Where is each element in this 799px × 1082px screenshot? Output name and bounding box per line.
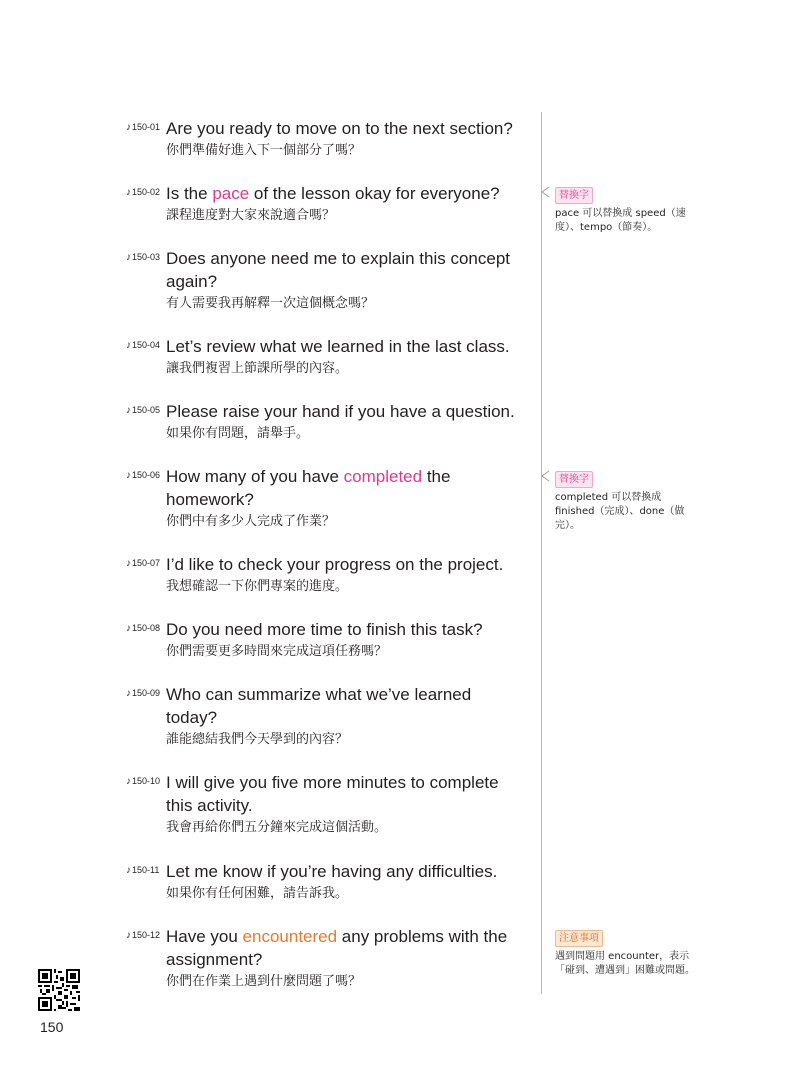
audio-track-number[interactable]: ♪150-02 (126, 187, 161, 198)
music-note-icon: ♪ (126, 122, 131, 133)
music-note-icon: ♪ (126, 776, 131, 787)
chinese-translation: 你們在作業上遇到什麼問題了嗎？ (166, 974, 362, 989)
phrase-entry-150-05 (126, 400, 531, 443)
sidenote-substitute-pace (555, 185, 715, 235)
substitute-badge: 替換字 (555, 471, 593, 488)
audio-track-number[interactable]: ♪150-10 (126, 776, 161, 787)
music-note-icon: ♪ (126, 470, 131, 481)
audio-track-number[interactable]: ♪150-06 (126, 470, 161, 481)
audio-track-number[interactable]: ♪150-05 (126, 405, 161, 416)
sidenote-text: pace 可以替換成 speed（速 度）、tempo（節奏）。 (555, 208, 686, 233)
english-sentence: ♪150-04 Let’s review what we learned in the last class. (126, 337, 510, 356)
page-number: 150 (40, 1019, 64, 1035)
phrase-entry-150-10 (126, 771, 531, 837)
audio-track-number[interactable]: ♪150-09 (126, 688, 161, 699)
chinese-translation: 你們中有多少人完成了作業？ (166, 514, 336, 529)
phrase-entry-150-08 (126, 618, 531, 661)
note-badge: 注意事項 (555, 930, 603, 947)
phrase-entry-150-06 (126, 465, 531, 531)
phrase-entry-150-01 (126, 117, 531, 160)
music-note-icon: ♪ (126, 187, 131, 198)
chinese-translation: 有人需要我再解釋一次這個概念嗎？ (166, 296, 375, 311)
chinese-translation: 你們需要更多時間來完成這項任務嗎？ (166, 644, 388, 659)
chinese-translation: 你們準備好進入下一個部分了嗎？ (166, 143, 362, 158)
english-sentence: ♪150-10 I will give you five more minutes to complete this activity. (126, 773, 499, 815)
highlighted-word: pace (212, 184, 250, 203)
chinese-translation: 誰能總結我們今天學到的內容？ (166, 732, 349, 747)
audio-track-number[interactable]: ♪150-03 (126, 252, 161, 263)
highlighted-word: completed (343, 467, 423, 486)
audio-track-number[interactable]: ♪150-11 (126, 865, 160, 876)
phrase-entry-150-03 (126, 247, 531, 313)
chinese-translation: 課程進度對大家來說適合嗎？ (166, 208, 336, 223)
sidenote-text: 遇到問題用 encounter，表示 「碰到、遭遇到」困難或問題。 (555, 951, 695, 976)
sidenote-text: completed 可以替換成 finished（完成）、done（做 完）。 (555, 492, 685, 531)
pointer-arrow-icon (539, 186, 551, 198)
music-note-icon: ♪ (126, 252, 131, 263)
highlighted-word: encountered (242, 927, 338, 946)
phrase-entry-150-04 (126, 335, 531, 378)
chinese-translation: 如果你有任何困難，請告訴我。 (166, 886, 349, 901)
english-sentence: ♪150-02 Is the pace of the lesson okay for everyone? (126, 184, 500, 203)
music-note-icon: ♪ (126, 340, 131, 351)
audio-track-number[interactable]: ♪150-01 (126, 122, 161, 133)
chinese-translation: 如果你有問題，請舉手。 (166, 426, 310, 441)
music-note-icon: ♪ (126, 558, 131, 569)
chinese-translation: 讓我們複習上節課所學的內容。 (166, 361, 349, 376)
margin-divider (541, 112, 542, 994)
english-sentence: ♪150-01 Are you ready to move on to the next section? (126, 119, 513, 138)
phrase-entry-150-11 (126, 860, 531, 903)
phrase-entry-150-09 (126, 683, 531, 749)
phrase-entry-150-12 (126, 925, 531, 991)
english-sentence: ♪150-03 Does anyone need me to explain this concept again? (126, 249, 511, 291)
english-sentence: ♪150-08 Do you need more time to finish this task? (126, 620, 483, 639)
substitute-badge: 替換字 (555, 187, 593, 204)
english-sentence: ♪150-12 Have you encountered any problems with the assignment? (126, 927, 508, 969)
music-note-icon: ♪ (126, 688, 131, 699)
phrase-entry-150-02 (126, 182, 531, 225)
phrase-entry-150-07 (126, 553, 531, 596)
chinese-translation: 我會再給你們五分鐘來完成這個活動。 (166, 820, 388, 835)
sidenote-note-encounter (555, 928, 715, 978)
qr-code-icon[interactable] (38, 969, 80, 1011)
music-note-icon: ♪ (126, 865, 131, 876)
music-note-icon: ♪ (126, 405, 131, 416)
music-note-icon: ♪ (126, 930, 131, 941)
english-sentence: ♪150-09 Who can summarize what we’ve learned today? (126, 685, 472, 727)
audio-track-number[interactable]: ♪150-07 (126, 558, 161, 569)
chinese-translation: 我想確認一下你們專案的進度。 (166, 579, 349, 594)
pointer-arrow-icon (539, 470, 551, 482)
audio-track-number[interactable]: ♪150-08 (126, 623, 161, 634)
audio-track-number[interactable]: ♪150-12 (126, 930, 161, 941)
audio-track-number[interactable]: ♪150-04 (126, 340, 161, 351)
english-sentence: ♪150-07 I’d like to check your progress on the project. (126, 555, 504, 574)
sidenote-substitute-completed (555, 469, 715, 533)
english-sentence: ♪150-11 Let me know if you’re having any difficulties. (126, 862, 498, 881)
music-note-icon: ♪ (126, 623, 131, 634)
english-sentence: ♪150-06 How many of you have completed the homework? (126, 467, 451, 509)
english-sentence: ♪150-05 Please raise your hand if you have a question. (126, 402, 515, 421)
